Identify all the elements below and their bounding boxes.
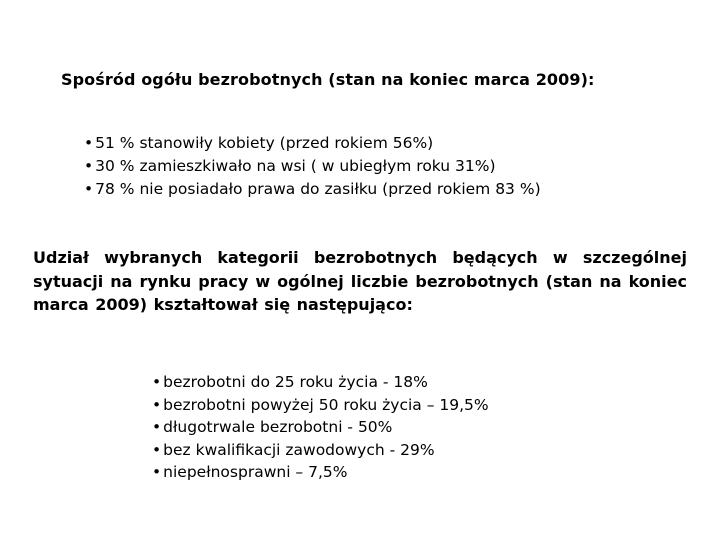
bullet-icon: • (152, 395, 162, 414)
page-heading: Spośród ogółu bezrobotnych (stan na koniec marca 2009): (61, 70, 595, 89)
intro-paragraph: Udział wybranych kategorii bezrobotnych będących w szczególnej sytuacji na rynku pracy w ogólnej liczbie bezrobotnych (stan na koniec marca 2009) kształtował się następująco: (33, 248, 687, 314)
list-item-text: 30 % zamieszkiwało na wsi ( w ubiegłym roku 31%) (95, 157, 496, 175)
list-item-text: niepełnosprawni – 7,5% (163, 463, 348, 481)
bullet-icon: • (152, 440, 162, 459)
bullet-icon: • (84, 180, 94, 198)
list-item (152, 461, 489, 484)
bullet-icon: • (84, 134, 94, 152)
list-item-text: 78 % nie posiadało prawa do zasiłku (przed rokiem 83 %) (95, 180, 541, 198)
list-item-text: 51 % stanowiły kobiety (przed rokiem 56%) (95, 134, 434, 152)
list-item-text: bezrobotni do 25 roku życia - 18% (163, 373, 428, 391)
statistics-list (84, 132, 541, 201)
list-item (84, 178, 541, 201)
list-item (84, 132, 541, 155)
list-item (152, 371, 489, 394)
list-item (84, 155, 541, 178)
bullet-icon: • (152, 373, 162, 391)
list-item (152, 394, 489, 417)
list-item-text: długotrwale bezrobotni - 50% (163, 418, 393, 436)
list-item (152, 416, 489, 439)
list-item (152, 439, 489, 462)
bullet-icon: • (84, 157, 94, 175)
bullet-icon: • (152, 418, 162, 436)
categories-list (152, 371, 489, 484)
list-item-text: bez kwalifikacji zawodowych - 29% (163, 440, 435, 459)
list-item-text: bezrobotni powyżej 50 roku życia – 19,5% (163, 395, 489, 414)
bullet-icon: • (152, 463, 162, 481)
